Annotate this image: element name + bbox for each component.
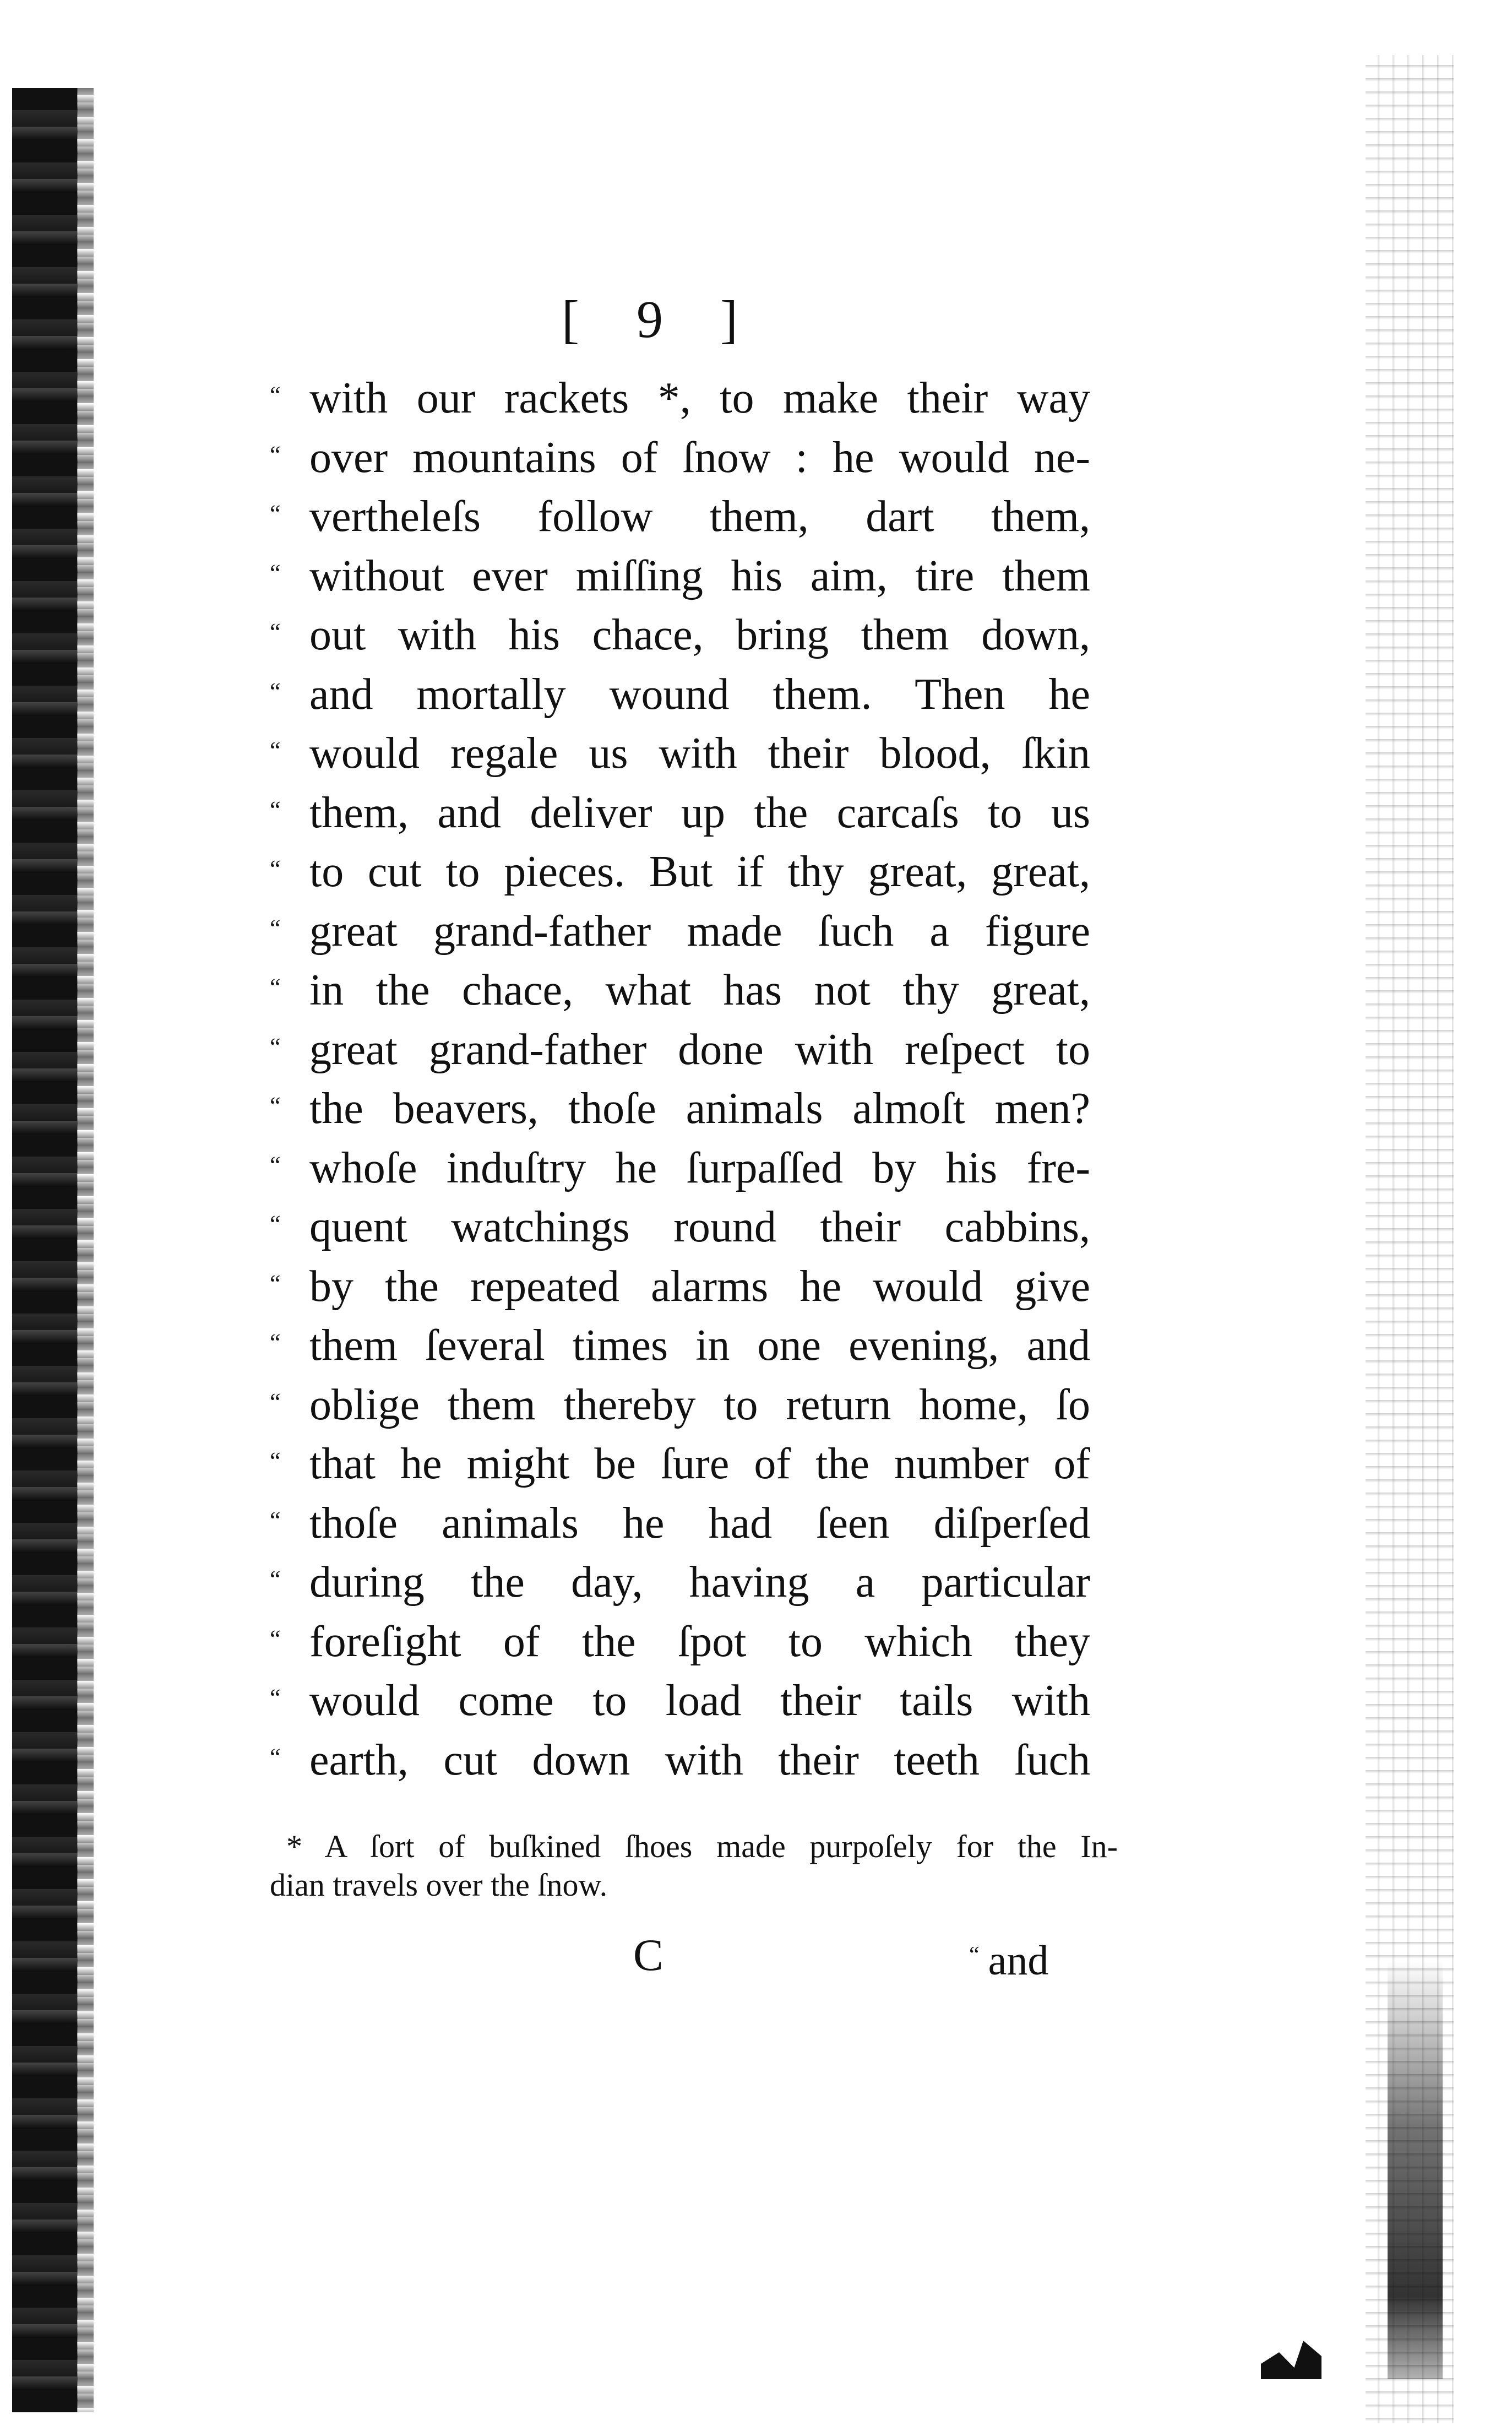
- signature-mark: C: [633, 1930, 663, 1980]
- footnote-line: * A ſort of buſkined ſhoes made purpoſely for the In-: [286, 1828, 1118, 1864]
- corner-ink-mark: [1261, 2341, 1321, 2379]
- text-line: “ whoſe induſtry he ſurpaſſed by his fre-: [270, 1139, 1090, 1198]
- text-line: “ by the repeated alarms he would give: [270, 1257, 1090, 1317]
- text-line: “ the beavers, thoſe animals almoſt men?: [270, 1079, 1090, 1139]
- binding-edge: [12, 88, 78, 2412]
- text-line: “ out with his chace, bring them down,: [270, 606, 1090, 665]
- text-line: “ them ſeveral times in one evening, and: [270, 1316, 1090, 1376]
- quote-mark: “: [270, 796, 281, 823]
- text-line: “ quent watchings round their cabbins,: [270, 1198, 1090, 1257]
- margin-ink-blot: [1388, 1961, 1443, 2379]
- text-line: “ vertheleſs follow them, dart them,: [270, 487, 1090, 547]
- quote-mark: “: [270, 1447, 281, 1474]
- quote-mark: “: [270, 1388, 281, 1415]
- quote-mark: “: [270, 677, 281, 705]
- quote-mark: “: [270, 974, 281, 1001]
- quote-mark: “: [270, 1269, 281, 1297]
- text-line: “ over mountains of ſnow : he would ne-: [270, 428, 1090, 488]
- quote-mark: “: [969, 1942, 980, 1968]
- quote-mark: “: [270, 1151, 281, 1179]
- text-line: “ would regale us with their blood, ſkin: [270, 724, 1090, 784]
- text-line: “ and mortally wound them. Then he: [270, 665, 1090, 725]
- quote-mark: “: [270, 1092, 281, 1119]
- quote-mark: “: [270, 618, 281, 645]
- quote-mark: “: [270, 855, 281, 882]
- quote-mark: “: [270, 1211, 281, 1238]
- quote-mark: “: [270, 441, 281, 468]
- quote-mark: “: [270, 1684, 281, 1711]
- quote-mark: “: [270, 500, 281, 527]
- text-line: “ that he might be ſure of the number of: [270, 1435, 1090, 1494]
- catchword: [969, 1928, 1048, 1988]
- footnote: [270, 1827, 1118, 1904]
- text-line: “ without ever miſſing his aim, tire them: [270, 547, 1090, 606]
- quote-mark: “: [270, 914, 281, 942]
- quote-mark: “: [270, 1033, 281, 1060]
- text-line: “ foreſight of the ſpot to which they: [270, 1613, 1090, 1672]
- binding-edge-texture: [77, 88, 94, 2412]
- text-line: “ in the chace, what has not thy great,: [270, 961, 1090, 1021]
- text-line: “ great grand-father made ſuch a figure: [270, 902, 1090, 962]
- page-number: [ 9 ]: [562, 290, 760, 349]
- text-line: “ would come to load their tails with: [270, 1672, 1090, 1731]
- text-line: “ earth, cut down with their teeth ſuch: [270, 1731, 1090, 1790]
- text-line: “ with our rackets *, to make their way: [270, 369, 1090, 428]
- quote-mark: “: [270, 1566, 281, 1593]
- text-line: “ during the day, having a particular: [270, 1553, 1090, 1613]
- quote-mark: “: [270, 1506, 281, 1534]
- text-line: “ great grand-father done with reſpect to: [270, 1021, 1090, 1080]
- text-line: “ to cut to pieces. But if thy great, great,: [270, 843, 1090, 902]
- text-line: “ oblige them thereby to return home, ſo: [270, 1376, 1090, 1435]
- quote-mark: “: [270, 1329, 281, 1356]
- quote-mark: “: [270, 1743, 281, 1771]
- quote-mark: “: [270, 1625, 281, 1652]
- quote-mark: “: [270, 559, 281, 587]
- text-line: “ them, and deliver up the carcaſs to us: [270, 784, 1090, 843]
- catchword-text: and: [988, 1938, 1049, 1984]
- body-text: [270, 369, 1090, 1790]
- quote-mark: “: [270, 382, 281, 409]
- footnote-line: dian travels over the ſnow.: [270, 1867, 608, 1903]
- quote-mark: “: [270, 737, 281, 764]
- text-line: “ thoſe animals he had ſeen diſperſed: [270, 1494, 1090, 1554]
